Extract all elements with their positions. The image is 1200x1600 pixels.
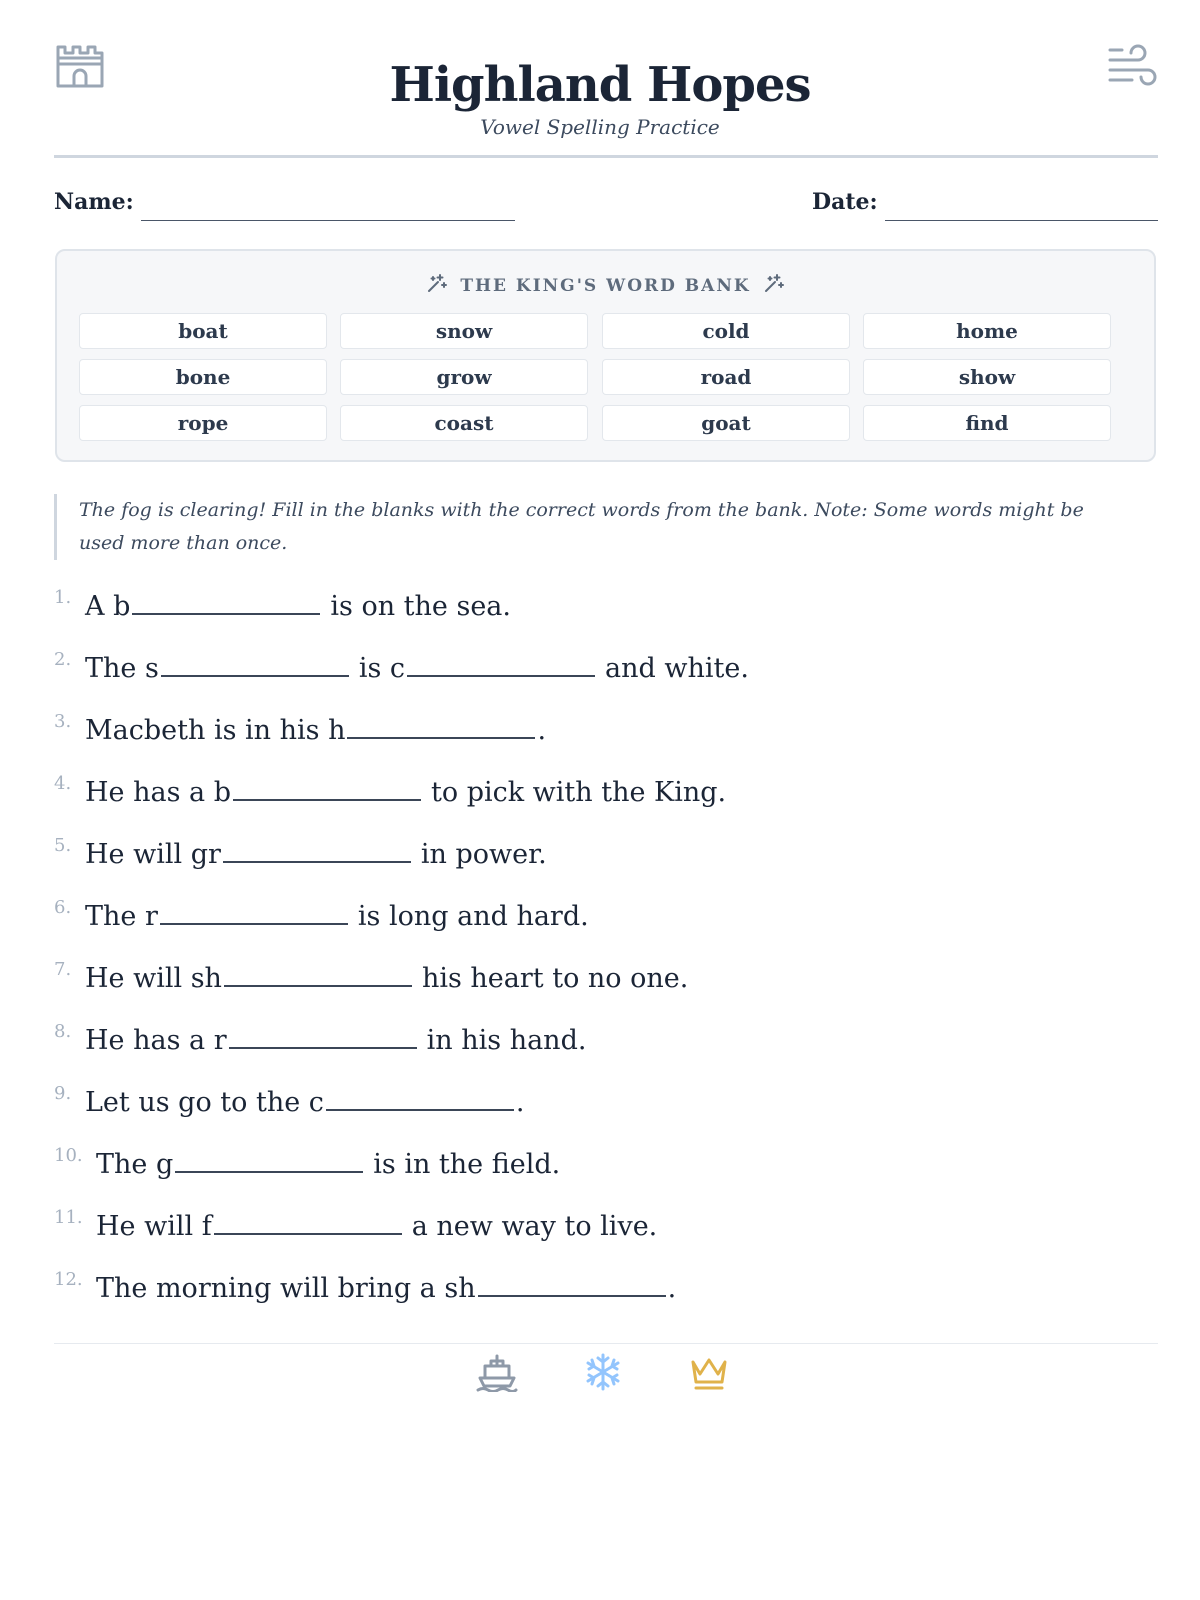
sparkle-icon <box>763 273 785 298</box>
snowflake-icon <box>583 1352 623 1396</box>
answer-blank[interactable] <box>175 1149 363 1173</box>
word-bank-chip: home <box>863 313 1111 349</box>
header-divider <box>54 155 1158 158</box>
answer-blank[interactable] <box>229 1025 417 1049</box>
sentence-end: is on the sea. <box>330 591 511 622</box>
answer-blank[interactable] <box>161 653 349 677</box>
sentence-end: to pick with the King. <box>431 777 727 808</box>
sparkle-icon <box>426 273 448 298</box>
item-number: 11. <box>54 1207 83 1228</box>
word-bank-chip: cold <box>602 313 850 349</box>
name-field[interactable] <box>141 220 515 221</box>
sentence-start: He will gr <box>85 839 221 870</box>
answer-blank[interactable] <box>160 901 348 925</box>
sentence-end: . <box>515 1087 525 1118</box>
answer-blank[interactable] <box>478 1273 666 1297</box>
item-number: 9. <box>54 1083 72 1104</box>
date-field[interactable] <box>885 220 1158 221</box>
sentence-start: Macbeth is in his h <box>85 715 346 746</box>
word-bank-title: THE KING'S WORD BANK <box>460 275 751 296</box>
word-bank-chip: goat <box>602 405 850 441</box>
page-subtitle: Vowel Spelling Practice <box>480 115 720 139</box>
item-sentence <box>85 1025 586 1056</box>
sentence-end: is long and hard. <box>357 901 589 932</box>
answer-blank[interactable] <box>407 653 595 677</box>
answer-blank[interactable] <box>132 591 320 615</box>
name-label: Name: <box>54 189 134 215</box>
item-number: 10. <box>54 1145 83 1166</box>
instructions: The fog is clearing! Fill in the blanks with the correct words from the bank. Note: Some words might be used more than once. <box>54 494 1134 560</box>
word-bank-chip: boat <box>79 313 327 349</box>
sentence-end: . <box>667 1273 677 1304</box>
sentence-start: He has a r <box>85 1025 227 1056</box>
item-sentence <box>96 1149 560 1180</box>
word-bank-chip: snow <box>340 313 588 349</box>
sentence-start: He has a b <box>85 777 231 808</box>
item-number: 4. <box>54 773 72 794</box>
sentence-start: The s <box>85 653 159 684</box>
item-number: 12. <box>54 1269 83 1290</box>
word-bank-header <box>57 273 1154 298</box>
answer-blank[interactable] <box>326 1087 514 1111</box>
item-sentence <box>85 1087 525 1118</box>
sentence-start: He will sh <box>85 963 222 994</box>
word-bank-chip: bone <box>79 359 327 395</box>
answer-blank[interactable] <box>223 839 411 863</box>
sentence-start: The g <box>96 1149 174 1180</box>
item-sentence <box>96 1273 676 1304</box>
sentence-start: The morning will bring a sh <box>96 1273 476 1304</box>
sentence-end: a new way to live. <box>411 1211 658 1242</box>
item-sentence <box>85 777 726 808</box>
item-number: 8. <box>54 1021 72 1042</box>
item-number: 7. <box>54 959 72 980</box>
word-bank-chip: coast <box>340 405 588 441</box>
word-bank-chip: show <box>863 359 1111 395</box>
sentence-start: Let us go to the c <box>85 1087 324 1118</box>
item-sentence <box>96 1211 657 1242</box>
item-sentence <box>85 715 546 746</box>
word-bank-chip: road <box>602 359 850 395</box>
item-sentence <box>85 839 547 870</box>
sentence-end: his heart to no one. <box>421 963 689 994</box>
answer-blank[interactable] <box>233 777 421 801</box>
sentence-start: He will f <box>96 1211 212 1242</box>
sentence-end: is in the field. <box>373 1149 561 1180</box>
sentence-end: in his hand. <box>426 1025 587 1056</box>
word-bank <box>55 249 1156 462</box>
item-number: 2. <box>54 649 72 670</box>
sentence-start: The r <box>85 901 158 932</box>
item-number: 1. <box>54 587 72 608</box>
word-bank-chip: grow <box>340 359 588 395</box>
crown-icon <box>689 1352 729 1396</box>
item-sentence <box>85 653 749 684</box>
page-title: Highland Hopes <box>389 57 811 113</box>
answer-blank[interactable] <box>347 715 535 739</box>
sentence-end: and white. <box>605 653 749 684</box>
item-sentence <box>85 591 511 622</box>
word-bank-chip: rope <box>79 405 327 441</box>
answer-blank[interactable] <box>214 1211 402 1235</box>
sentence-end: . <box>537 715 547 746</box>
item-number: 3. <box>54 711 72 732</box>
sentence-middle: is c <box>358 653 406 684</box>
word-bank-chip: find <box>863 405 1111 441</box>
item-sentence <box>85 901 589 932</box>
date-label: Date: <box>812 189 878 215</box>
sentence-start: A b <box>85 591 131 622</box>
sentence-end: in power. <box>420 839 547 870</box>
footer-divider <box>54 1343 1158 1344</box>
item-sentence <box>85 963 688 994</box>
answer-blank[interactable] <box>224 963 412 987</box>
item-number: 6. <box>54 897 72 918</box>
ship-icon <box>476 1352 518 1396</box>
item-number: 5. <box>54 835 72 856</box>
